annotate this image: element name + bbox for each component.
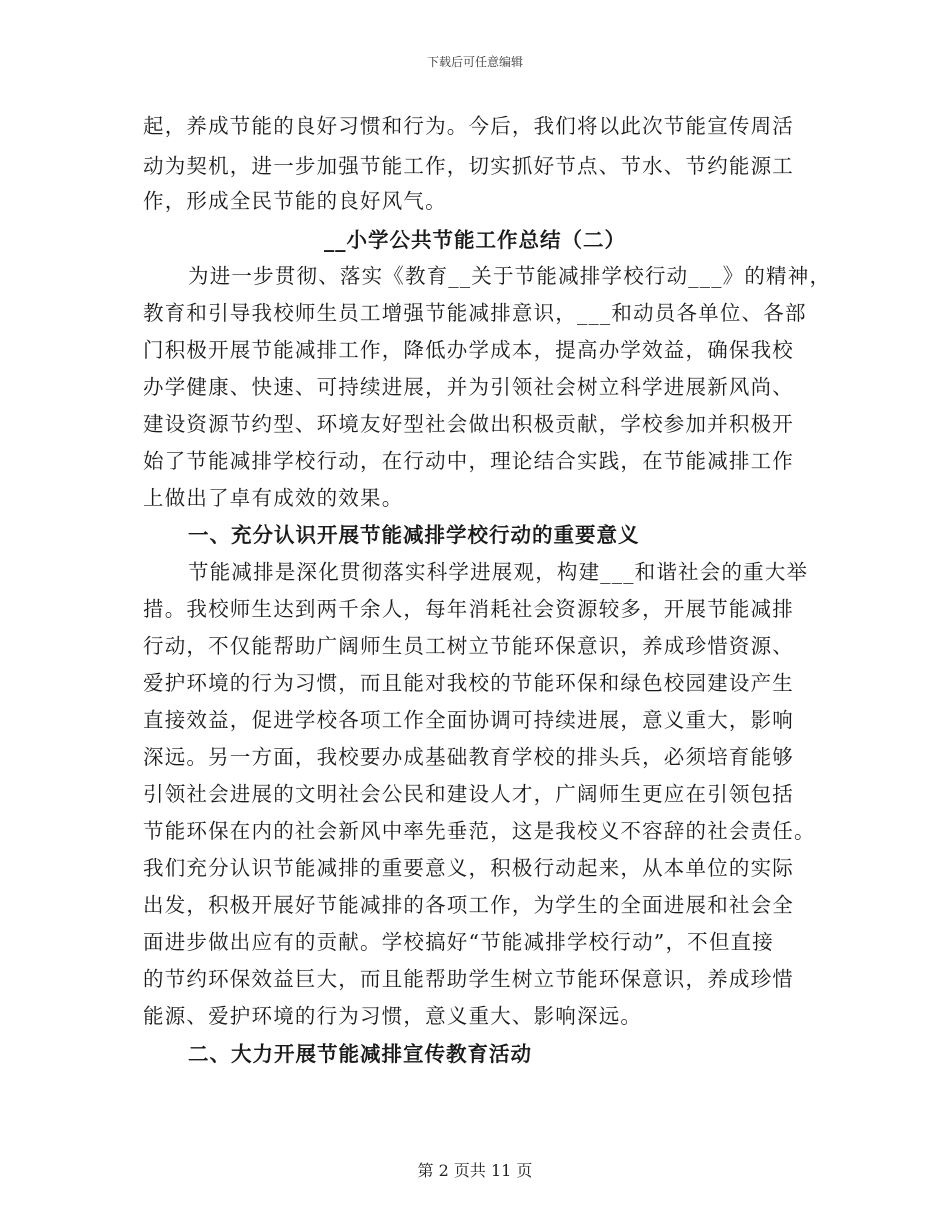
paragraph-line: 引领社会进展的文明社会公民和建设人才，广阔师生更应在引领包括 (143, 782, 794, 806)
paragraph-line: 措。我校师生达到两千余人，每年消耗社会资源较多，开展节能减排 (143, 597, 794, 621)
paragraph-line: 我们充分认识节能减排的重要意义，积极行动起来，从本单位的实际 (143, 856, 794, 880)
intro-line: 动为契机，进一步加强节能工作，切实抓好节点、节水、节约能源工 (143, 154, 794, 178)
paragraph-line: 始了节能减排学校行动，在行动中，理论结合实践，在节能减排工作 (143, 449, 794, 473)
paragraph-line: 门积极开展节能减排工作，降低办学成本，提高办学效益，确保我校 (143, 338, 794, 362)
section-title: __小学公共节能工作总结（二） (324, 228, 626, 252)
page-number: 第 2 页共 11 页 (417, 1161, 533, 1180)
paragraph-line: 出发，积极开展好节能减排的各项工作，为学生的全面进展和社会全 (143, 893, 794, 917)
paragraph-line: 深远。另一方面，我校要办成基础教育学校的排头兵，必须培育能够 (143, 745, 794, 769)
section-heading: 二、大力开展节能减排宣传教育活动 (188, 1042, 532, 1066)
paragraph-line: 上做出了卓有成效的效果。 (143, 486, 404, 510)
paragraph-line: 直接效益，促进学校各项工作全面协调可持续进展，意义重大，影响 (143, 708, 794, 732)
paragraph-line: 建设资源节约型、环境友好型社会做出积极贡献，学校参加并积极开 (143, 412, 794, 436)
paragraph-line: 为进一步贯彻、落实《教育__关于节能减排学校行动___》的精神， (188, 264, 832, 288)
paragraph-line: 爱护环境的行为习惯，而且能对我校的节能环保和绿色校园建设产生 (143, 671, 794, 695)
intro-line: 作，形成全民节能的良好风气。 (143, 189, 447, 213)
paragraph-line: 节能减排是深化贯彻落实科学进展观，构建___和谐社会的重大举 (188, 560, 809, 584)
paragraph-line: 的节约环保效益巨大，而且能帮助学生树立节能环保意识，养成珍惜 (143, 967, 794, 991)
paragraph-line: 行动，不仅能帮助广阔师生员工树立节能环保意识，养成珍惜资源、 (143, 634, 794, 658)
paragraph-line: 能源、爱护环境的行为习惯，意义重大、影响深远。 (143, 1004, 643, 1028)
paragraph-line: 面进步做出应有的贡献。学校搞好“节能减排学校行动”，不但直接 (143, 930, 774, 954)
paragraph-line: 教育和引导我校师生员工增强节能减排意识，___和动员各单位、各部 (143, 301, 807, 325)
section-heading: 一、充分认识开展节能减排学校行动的重要意义 (188, 523, 640, 547)
paragraph-line: 节能环保在内的社会新风中率先垂范，这是我校义不容辞的社会责任。 (143, 819, 816, 843)
header-note: 下载后可任意编辑 (426, 55, 523, 69)
paragraph-line: 办学健康、快速、可持续进展，并为引领社会树立科学进展新风尚、 (143, 375, 794, 399)
intro-line: 起，养成节能的良好习惯和行为。今后，我们将以此次节能宣传周活 (143, 114, 794, 138)
